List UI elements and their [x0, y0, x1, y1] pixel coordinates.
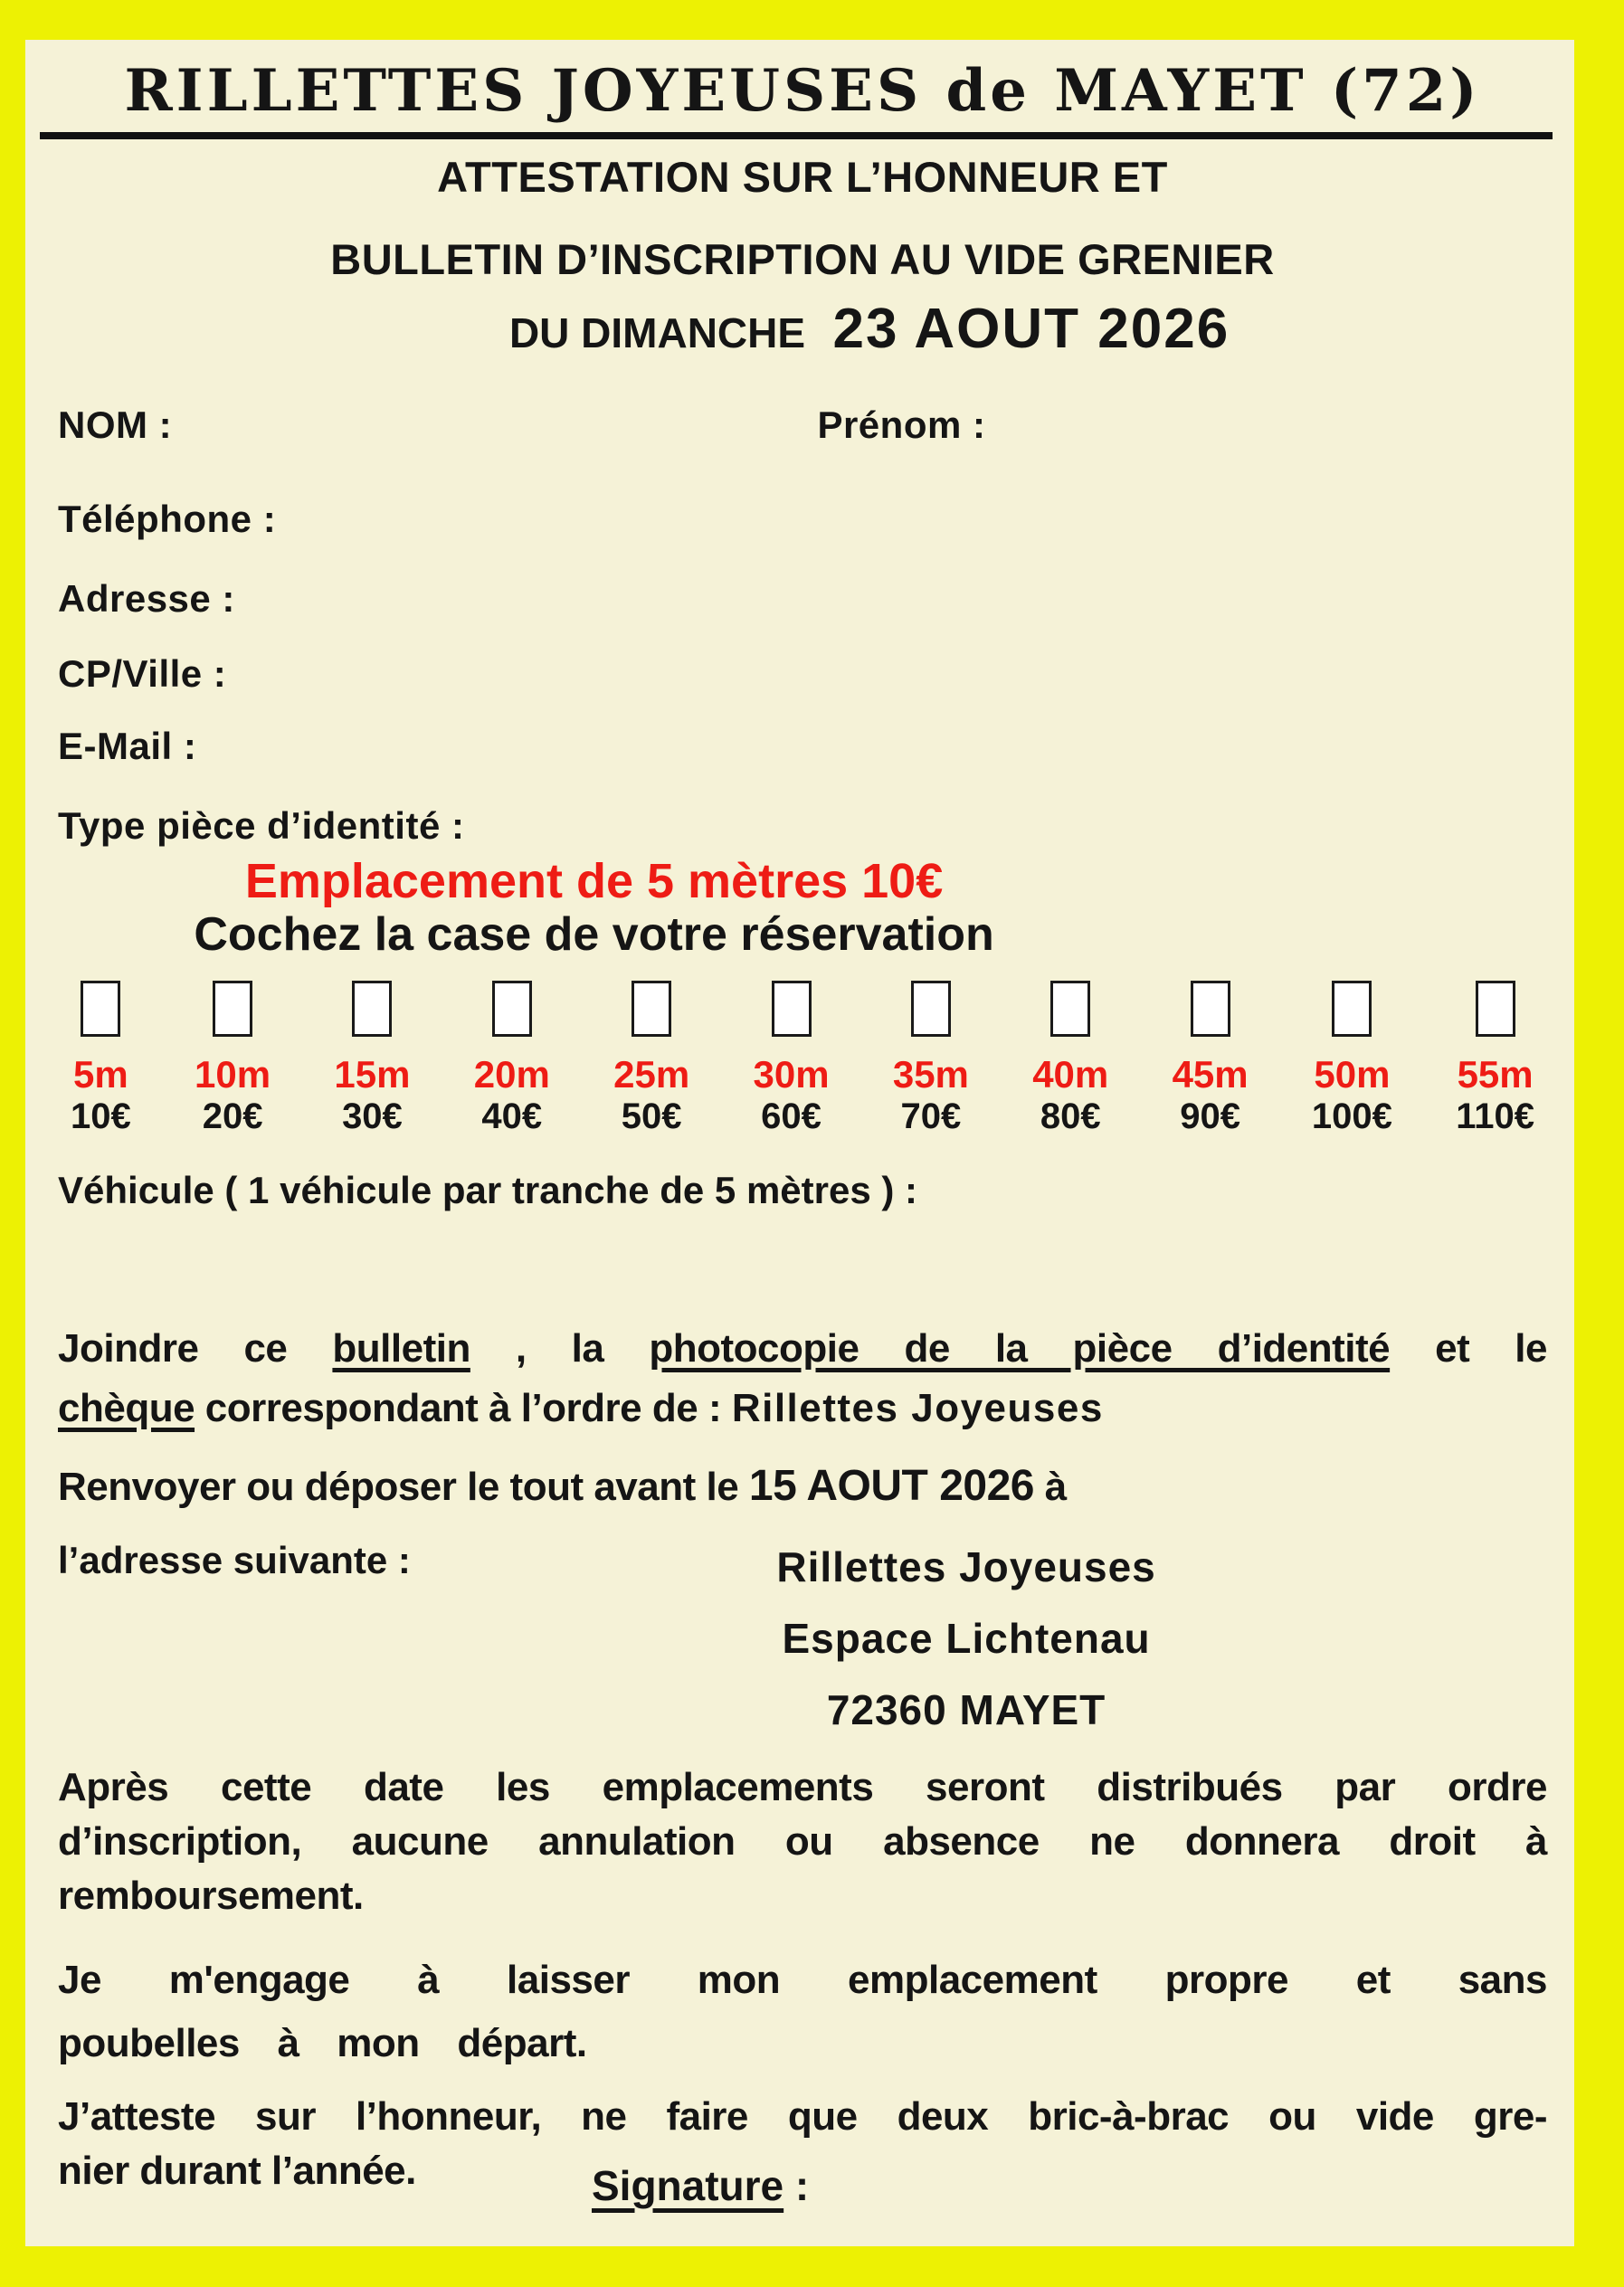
- text-segment: Rillettes Joyeuses: [731, 1386, 1104, 1430]
- signature-label: Signature: [592, 2162, 784, 2209]
- reservation-options-row: [58, 981, 1547, 1136]
- attestation-line-2: nier durant l’année.: [58, 2149, 416, 2193]
- signature-colon: :: [784, 2162, 810, 2209]
- checkbox-10m[interactable]: [213, 981, 252, 1037]
- option-20m: [474, 981, 550, 1136]
- address-line-org: Rillettes Joyeuses: [776, 1543, 1156, 1590]
- option-35m: [893, 981, 969, 1136]
- text-segment: à: [1033, 1465, 1067, 1509]
- option-45m: [1173, 981, 1249, 1136]
- event-date: 23 AOUT 2026: [832, 298, 1230, 360]
- size-label: 30m: [753, 1053, 830, 1096]
- checkbox-5m[interactable]: [81, 981, 120, 1037]
- size-label: 40m: [1032, 1053, 1109, 1096]
- price-label: 50€: [621, 1096, 682, 1136]
- nom-field-label: NOM :: [58, 403, 173, 446]
- engagement-paragraph: [58, 1949, 1547, 2075]
- check-instruction: Cochez la case de votre réservation: [194, 908, 994, 961]
- text-segment: 15 AOUT 2026: [748, 1462, 1034, 1510]
- size-label: 45m: [1172, 1053, 1249, 1096]
- checkbox-35m[interactable]: [911, 981, 951, 1037]
- checkbox-20m[interactable]: [492, 981, 532, 1037]
- size-label: 50m: [1314, 1053, 1391, 1096]
- option-55m: [1456, 981, 1534, 1136]
- text-segment: bulletin: [332, 1326, 470, 1371]
- type-piece-field-label: Type pièce d’identité :: [58, 804, 465, 847]
- checkbox-15m[interactable]: [352, 981, 392, 1037]
- checkbox-25m[interactable]: [632, 981, 671, 1037]
- size-label: 20m: [473, 1053, 550, 1096]
- return-address-block: [58, 1532, 1547, 1746]
- checkbox-30m[interactable]: [772, 981, 812, 1037]
- date-prefix: DU DIMANCHE: [508, 309, 806, 356]
- signature-line: [592, 2159, 1547, 2213]
- emplacement-price-headline: Emplacement de 5 mètres 10€: [244, 854, 944, 908]
- price-label: 100€: [1311, 1096, 1392, 1136]
- option-25m: [613, 981, 689, 1136]
- price-label: 70€: [900, 1096, 962, 1136]
- event-date-line: [58, 299, 1547, 364]
- price-label: 90€: [1180, 1096, 1240, 1136]
- price-label: 40€: [481, 1096, 543, 1136]
- conditions-line-3: remboursement.: [58, 1874, 364, 1918]
- checkbox-50m[interactable]: [1332, 981, 1372, 1037]
- checkbox-40m[interactable]: [1050, 981, 1090, 1037]
- address-line-hall: Espace Lichtenau: [782, 1615, 1151, 1662]
- price-label: 80€: [1040, 1096, 1101, 1136]
- price-label: 20€: [202, 1096, 263, 1136]
- attestation-line-1: J’atteste sur l’honneur, ne faire que deux bric-à-brac ou vide gre-: [58, 2094, 1547, 2139]
- text-segment: chèque: [58, 1386, 195, 1430]
- checkbox-45m[interactable]: [1191, 981, 1230, 1037]
- title-underline: [40, 132, 1553, 139]
- conditions-line-1: Après cette date les emplacements seront distribués par ordre: [58, 1765, 1547, 1809]
- option-50m: [1312, 981, 1392, 1136]
- joindre-paragraph: [58, 1319, 1547, 1438]
- address-lines: [431, 1532, 1503, 1746]
- engagement-line-1: Je m'engage à laisser mon emplacement propre et sans: [58, 1958, 1547, 2002]
- price-label: 30€: [342, 1096, 403, 1136]
- size-label: 25m: [613, 1053, 690, 1096]
- name-row: [58, 403, 1547, 447]
- joindre-line-1: [58, 1319, 1547, 1379]
- conditions-paragraph: [58, 1760, 1547, 1923]
- email-field-label: E-Mail :: [58, 725, 197, 767]
- size-label: 5m: [73, 1053, 128, 1096]
- size-label: 15m: [334, 1053, 411, 1096]
- prenom-field-label: Prénom :: [817, 403, 986, 446]
- option-30m: [753, 981, 829, 1136]
- cp-ville-field-label: CP/Ville :: [58, 652, 227, 695]
- vehicule-field-label: Véhicule ( 1 véhicule par tranche de 5 mètres ) :: [58, 1169, 918, 1211]
- text-segment: et le: [1390, 1326, 1548, 1371]
- subtitle-bulletin: BULLETIN D’INSCRIPTION AU VIDE GRENIER: [330, 235, 1275, 283]
- joindre-line-2: [58, 1379, 1547, 1438]
- size-label: 10m: [195, 1053, 271, 1096]
- option-15m: [334, 981, 410, 1136]
- option-40m: [1032, 981, 1108, 1136]
- registration-form-page: [25, 40, 1574, 2246]
- adresse-field-label: Adresse :: [58, 577, 235, 620]
- option-10m: [195, 981, 271, 1136]
- telephone-field-label: Téléphone :: [58, 498, 277, 540]
- reservation-header: [58, 853, 1130, 961]
- checkbox-55m[interactable]: [1476, 981, 1515, 1037]
- text-segment: correspondant à l’ordre de :: [195, 1386, 732, 1430]
- text-segment: photocopie de la pièce d’identité: [649, 1326, 1391, 1371]
- text-segment: Joindre ce: [58, 1326, 333, 1371]
- engagement-line-2: poubelles à mon départ.: [58, 2021, 587, 2065]
- price-label: 110€: [1456, 1096, 1534, 1136]
- size-label: 55m: [1457, 1053, 1534, 1096]
- page-title: RILLETTES JOYEUSES de MAYET (72): [124, 57, 1481, 125]
- renvoyer-line: [58, 1457, 1547, 1517]
- option-5m: [71, 981, 131, 1136]
- conditions-line-2: d’inscription, aucune annulation ou absence ne donnera droit à: [58, 1819, 1547, 1864]
- subtitle-attestation: ATTESTATION SUR L’HONNEUR ET: [437, 153, 1168, 201]
- address-line-city: 72360 MAYET: [826, 1686, 1106, 1733]
- price-label: 10€: [71, 1096, 131, 1136]
- size-label: 35m: [892, 1053, 969, 1096]
- text-segment: , la: [470, 1326, 650, 1371]
- text-segment: Renvoyer ou déposer le tout avant le: [58, 1465, 749, 1509]
- price-label: 60€: [761, 1096, 821, 1136]
- address-intro-label: l’adresse suivante :: [58, 1539, 411, 1581]
- header-block: [162, 152, 1443, 284]
